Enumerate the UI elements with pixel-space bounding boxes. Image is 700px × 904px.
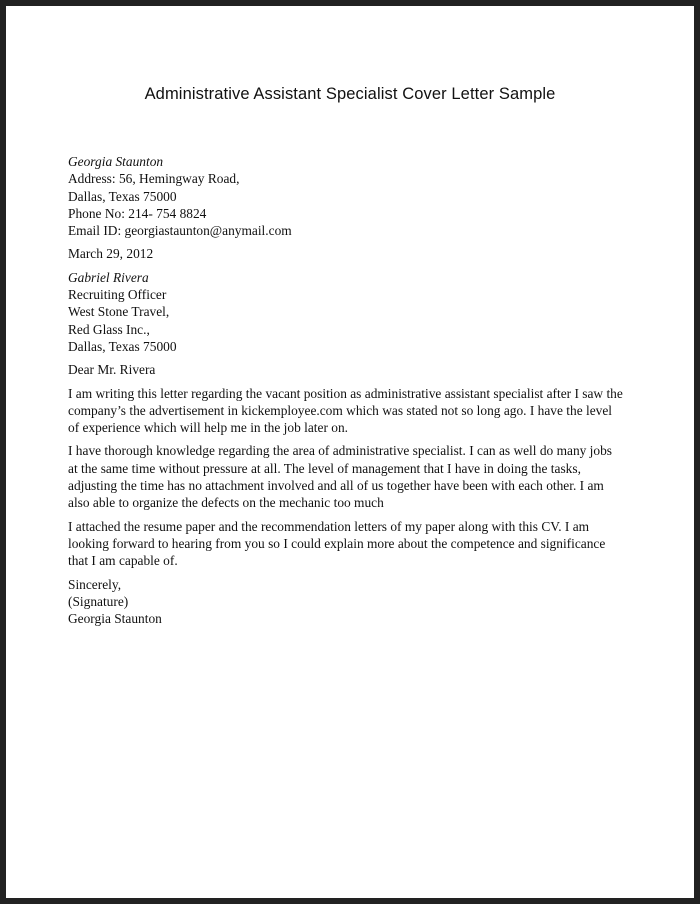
body-paragraph (68, 385, 634, 437)
sender-name: Georgia Staunton (68, 154, 164, 169)
letter-date: March 29, 2012 (68, 246, 154, 262)
sender-block (68, 153, 634, 239)
sender-email: Email ID: georgiastaunton@anymail.com (68, 223, 292, 239)
paragraph-line: also able to organize the defects on the mechanic too much (68, 495, 384, 511)
recipient-city: Dallas, Texas 75000 (68, 338, 177, 354)
body-paragraph (68, 442, 634, 511)
paragraph-line: I have thorough knowledge regarding the area of administrative specialist. I can as well do many jobs (68, 443, 613, 459)
signature-placeholder: (Signature) (68, 593, 129, 609)
recipient-company-line1: West Stone Travel, (68, 304, 170, 320)
paragraph-line: I attached the resume paper and the recommendation letters of my paper along with this CV. I am (68, 518, 590, 534)
salutation: Dear Mr. Rivera (68, 362, 156, 378)
sender-address-line2: Dallas, Texas 75000 (68, 188, 177, 204)
closing-name: Georgia Staunton (68, 611, 162, 627)
paragraph-line: company’s the advertisement in kickemployee.com which was stated not so long ago. I have the level (68, 402, 613, 418)
recipient-block (68, 269, 634, 355)
closing-block (68, 576, 634, 628)
paragraph-line: I am writing this letter regarding the vacant position as administrative assistant specialist after I saw the (68, 385, 623, 401)
letter-body (68, 153, 634, 627)
valediction: Sincerely, (68, 576, 122, 592)
sender-address-line1: Address: 56, Hemingway Road, (68, 171, 240, 187)
recipient-name: Gabriel Rivera (68, 269, 149, 285)
paragraph-line: adjusting the time has no attachment involved and all of us together have been with each other. I am (68, 478, 604, 494)
paragraph-line: looking forward to hearing from you so I could explain more about the competence and significance (68, 535, 606, 551)
sender-phone: Phone No: 214- 754 8824 (68, 205, 207, 221)
recipient-company-line2: Red Glass Inc., (68, 321, 150, 337)
paragraph-line: that I am capable of. (68, 553, 178, 569)
recipient-title: Recruiting Officer (68, 287, 167, 303)
body-paragraph (68, 518, 634, 570)
paragraph-line: at the same time without pressure at all. The level of management that I have in doing the tasks, (68, 460, 581, 476)
document-title: Administrative Assistant Specialist Cover Letter Sample (144, 85, 556, 103)
paragraph-line: of experience which will help me in the job later on. (68, 420, 348, 436)
